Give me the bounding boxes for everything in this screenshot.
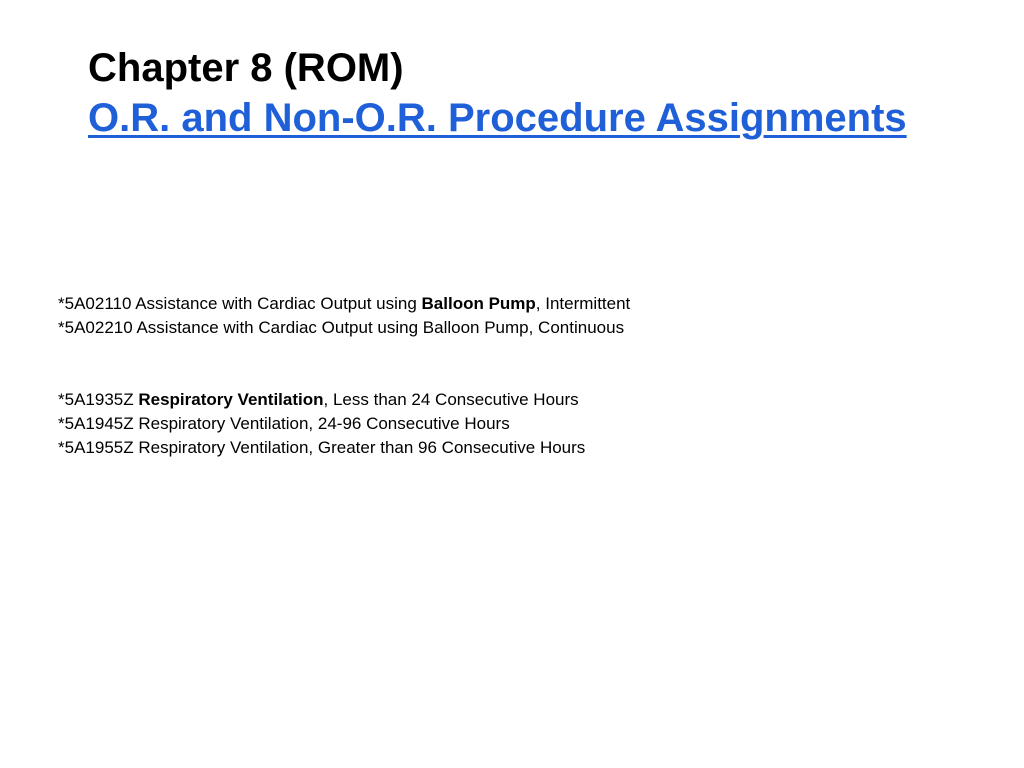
slide-title: Chapter 8 (ROM) (88, 46, 404, 90)
procedure-text-prefix: *5A02110 Assistance with Cardiac Output using (58, 294, 422, 313)
procedure-text-prefix: *5A1935Z (58, 390, 139, 409)
procedure-line-5a02110 (58, 292, 630, 316)
procedure-text-suffix: , Intermittent (535, 294, 631, 313)
procedure-line-5a1945z: *5A1945Z Respiratory Ventilation, 24-96 Consecutive Hours (58, 414, 510, 433)
procedure-text-bold: Balloon Pump (421, 294, 536, 313)
procedure-text-bold: Respiratory Ventilation (138, 390, 324, 409)
procedure-text-suffix: , Less than 24 Consecutive Hours (323, 390, 579, 409)
procedure-line-5a1955z: *5A1955Z Respiratory Ventilation, Greater than 96 Consecutive Hours (58, 438, 586, 457)
procedure-line-5a02210: *5A02210 Assistance with Cardiac Output using Balloon Pump, Continuous (58, 318, 625, 337)
procedure-line-5a1935z (58, 388, 630, 412)
title-block (88, 44, 907, 144)
procedure-list (58, 292, 630, 460)
balloon-pump-group (58, 292, 630, 340)
respiratory-ventilation-group (58, 388, 630, 460)
subtitle-link[interactable]: O.R. and Non-O.R. Procedure Assignments (88, 96, 907, 140)
